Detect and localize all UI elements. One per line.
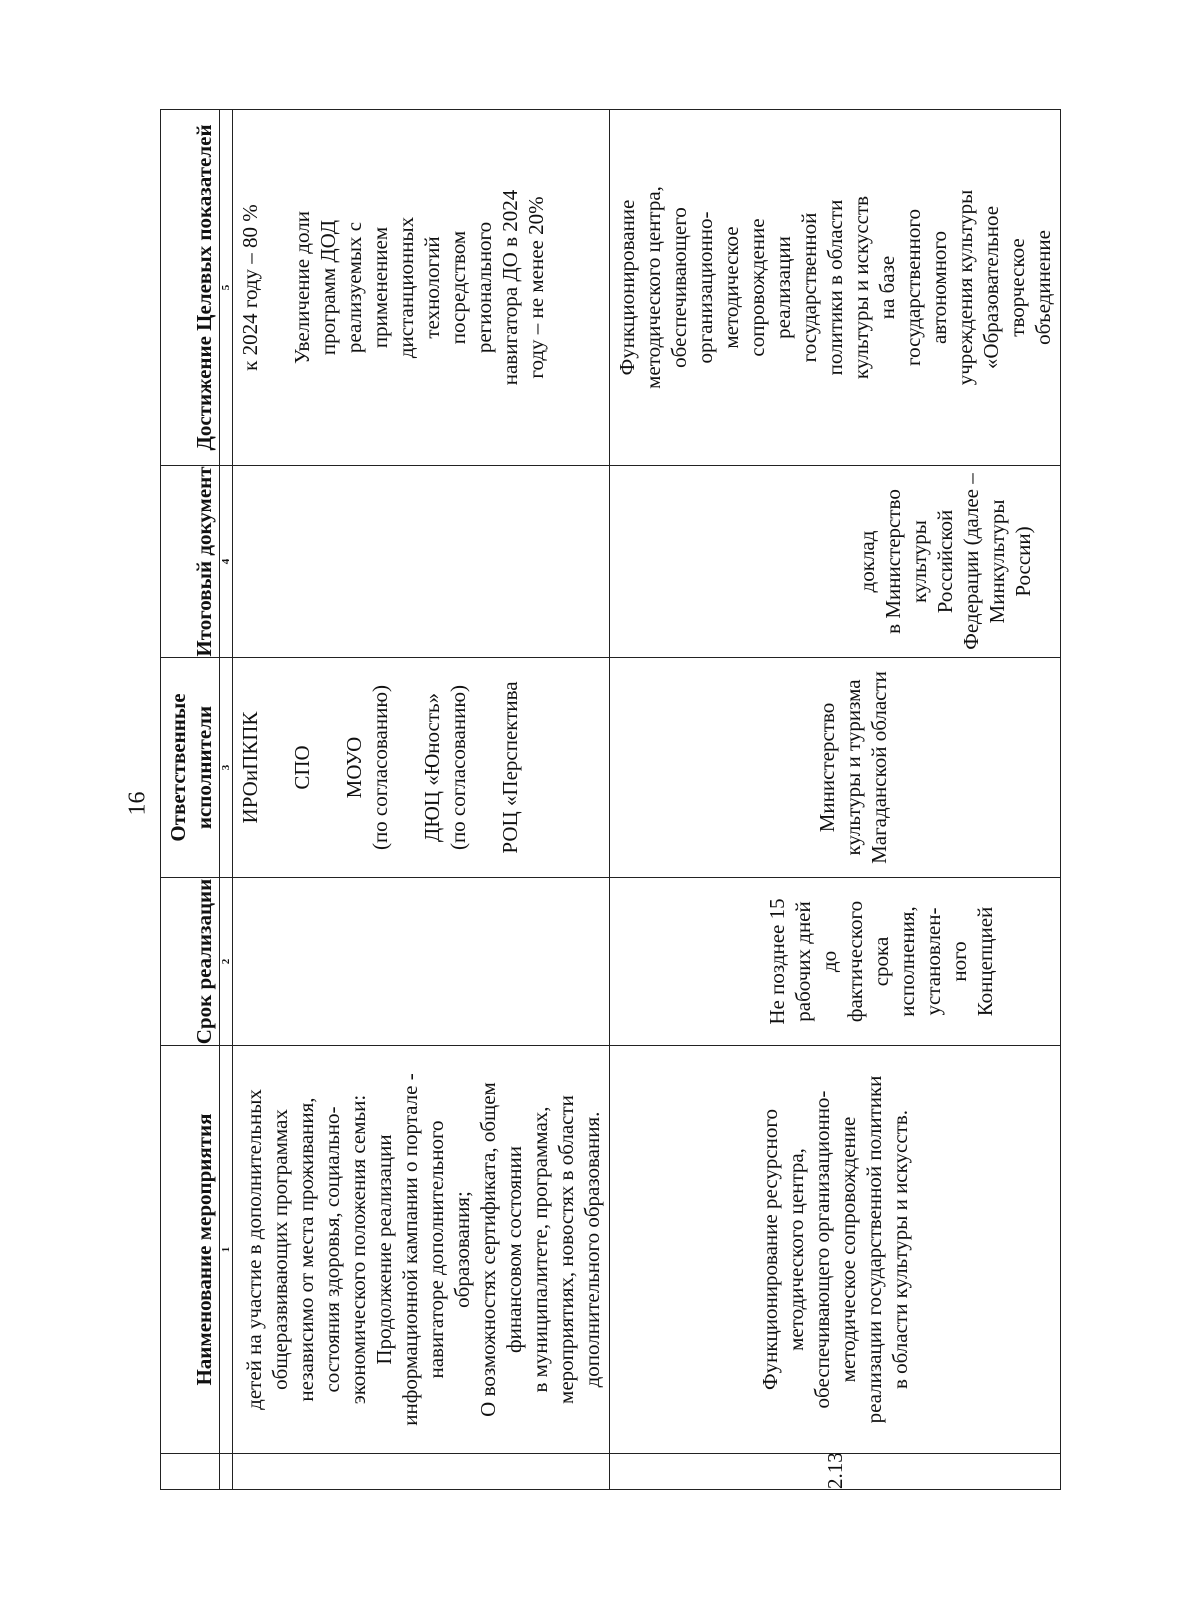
column-numbers-row: [220, 110, 233, 1490]
targets-text: Функционирование методического центра, обеспечивающего организационно- методическое сопровождение реализации государственной политики в области культуры и искусств на базе государственного автономного учреждения культуры «Образовательное творческое объединение: [615, 186, 1055, 389]
header-num: [161, 1454, 220, 1490]
executors-cell: [233, 658, 610, 878]
executors-text: ИРОиПКПК СПО МОУО (по согласованию) ДЮЦ «Юность» (по согласованию) РОЦ «Перспектива: [238, 681, 522, 854]
executors-text: Министерство культуры и туризма Магаданской области: [815, 671, 891, 864]
column-number: 4: [220, 466, 233, 658]
column-number: 1: [220, 1046, 233, 1454]
column-number: [220, 1454, 233, 1490]
table-header-row: [161, 110, 220, 1490]
column-number: 5: [220, 110, 233, 466]
targets-cell: [233, 110, 610, 466]
event-cell: [610, 1046, 1061, 1454]
table-row: [233, 110, 610, 1490]
targets-text: к 2024 году – 80 % Увеличение доли программ ДОД реализуемых с применением дистанционных технологий посредством регионального навигатора ДО в 2024 году – не менее 20%: [238, 189, 548, 386]
page-number: 16: [124, 791, 151, 816]
header-term: Срок реализации: [161, 878, 220, 1046]
column-number: 2: [220, 878, 233, 1046]
header-executors: Ответственные исполнители: [161, 658, 220, 878]
targets-cell: [610, 110, 1061, 466]
header-document: Итоговый документ: [161, 466, 220, 658]
term-cell: [233, 878, 610, 1046]
events-table: [160, 109, 1061, 1490]
row-number: 2.13: [610, 1454, 1061, 1490]
event-cell: [233, 1046, 610, 1454]
term-cell: [610, 878, 1061, 1046]
document-text: [233, 466, 241, 657]
event-text: детей на участие в дополнительных общеразвивающих программах независимо от места проживания, состояния здоровья, социально- экономического положения семьи: Продолжение реализации информационной кампании о портале - навигаторе дополнительного образования; О возможностях сертификата, общем финансовом состоянии в муниципалитете, программах, мероприятиях, новостях в области дополнительного образования.: [242, 1073, 604, 1426]
event-text: Функционирование ресурсного методического центра, обеспечивающего организационно- методическое сопровождение реализации государственной политики в области культуры и искусств.: [758, 1075, 912, 1424]
document-cell: [233, 466, 610, 658]
document-text: доклад в Министерство культуры Российской Федерации (далее – Минкультуры России): [855, 473, 1035, 650]
executors-cell: [610, 658, 1061, 878]
rotated-table-wrapper: [160, 110, 1056, 1490]
header-targets: Достижение Целевых показателей: [161, 110, 220, 466]
term-text: [233, 878, 241, 1045]
term-text: Не позднее 15 рабочих дней до фактического срока исполнения, установлен- ного Концепцией: [765, 898, 997, 1025]
row-number: [233, 1454, 610, 1490]
column-number: 3: [220, 658, 233, 878]
header-event-name: Наименование мероприятия: [161, 1046, 220, 1454]
document-cell: [610, 466, 1061, 658]
table-row: [610, 110, 1061, 1490]
